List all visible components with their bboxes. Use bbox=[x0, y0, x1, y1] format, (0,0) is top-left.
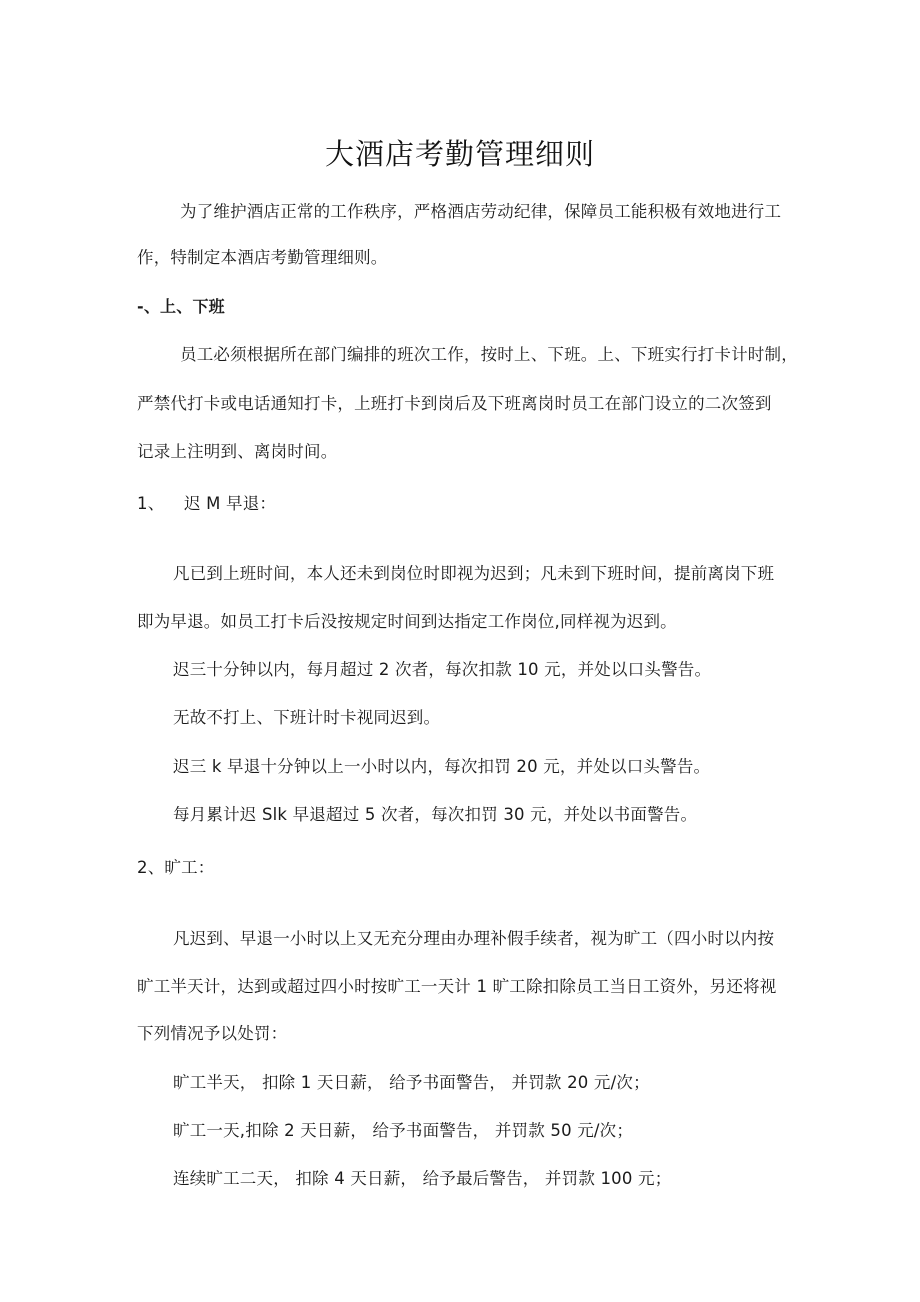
item-1-def-line-1: 凡已到上班时间，本人还未到岗位时即视为迟到；凡未到下班时间，提前离岗下班 bbox=[173, 564, 775, 583]
item-1-rule: 迟三十分钟以内，每月超过 2 次者，每次扣款 10 元，并处以口头警告。 bbox=[173, 660, 712, 679]
document-title: 大酒店考勤管理细则 bbox=[324, 137, 595, 171]
item-1-label: 迟 M 早退： bbox=[184, 494, 277, 513]
section-1-para-line-1: 员工必须根据所在部门编排的班次工作，按时上、下班。上、下班实行打卡计时制， bbox=[180, 345, 798, 364]
item-1-def-line-2: 即为早退。如员工打卡后没按规定时间到达指定工作岗位,同样视为迟到。 bbox=[137, 612, 677, 631]
item-1-number: 1、 bbox=[137, 494, 165, 513]
item-2-rule: 旷工半天， 扣除 1 天日薪， 给予书面警告， 并罚款 20 元/次； bbox=[173, 1073, 650, 1092]
item-2-def-line-3: 下列情况予以处罚： bbox=[137, 1024, 288, 1043]
item-2-def-line-2: 旷工半天计，达到或超过四小时按旷工一天计 1 旷工除扣除员工当日工资外，另还将视 bbox=[137, 977, 777, 996]
item-2-label: 2、旷工： bbox=[137, 858, 215, 877]
section-1-para-line-3: 记录上注明到、离岗时间。 bbox=[137, 442, 338, 461]
item-1-rule: 每月累计迟 Slk 早退超过 5 次者，每次扣罚 30 元，并处以书面警告。 bbox=[173, 805, 698, 824]
intro-line-1: 为了维护酒店正常的工作秩序，严格酒店劳动纪律，保障员工能积极有效地进行工 bbox=[180, 202, 782, 221]
item-1-rule: 无故不打上、下班计时卡视同迟到。 bbox=[173, 708, 441, 727]
intro-line-2: 作，特制定本酒店考勤管理细则。 bbox=[137, 248, 388, 267]
item-2-def-line-1: 凡迟到、早退一小时以上又无充分理由办理补假手续者，视为旷工（四小时以内按 bbox=[173, 929, 775, 948]
item-2-rule: 连续旷工二天， 扣除 4 天日薪， 给予最后警告， 并罚款 100 元； bbox=[173, 1169, 672, 1188]
section-1-para-line-2: 严禁代打卡或电话通知打卡，上班打卡到岗后及下班离岗时员工在部门设立的二次签到 bbox=[137, 394, 772, 413]
section-1-heading: -、上、下班 bbox=[137, 297, 225, 316]
item-1-rule: 迟三 k 早退十分钟以上一小时以内，每次扣罚 20 元，并处以口头警告。 bbox=[173, 757, 711, 776]
item-2-rule: 旷工一天,扣除 2 天日薪， 给予书面警告， 并罚款 50 元/次； bbox=[173, 1121, 634, 1140]
